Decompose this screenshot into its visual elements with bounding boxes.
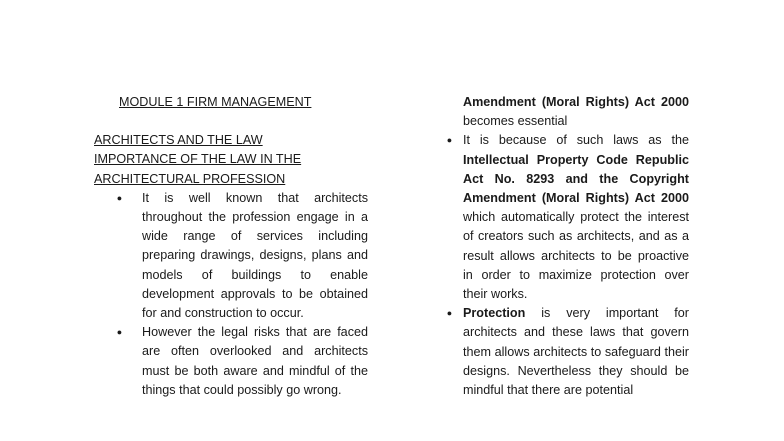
heading-line-2: IMPORTANCE OF THE LAW IN THE — [94, 152, 302, 167]
module-title: MODULE 1 FIRM MANAGEMENT — [119, 95, 312, 109]
bullet-icon: ● — [116, 192, 123, 203]
protection-bold: Protection — [463, 306, 526, 321]
list-item-text: It is well known that architects throughout the profession engage in a wide range of services including preparing drawings, designs, plans and models of buildings to enable development approvals to be obtained for and construction to occur. — [142, 190, 368, 321]
list-item — [440, 304, 689, 400]
bullet-icon: ● — [446, 135, 453, 146]
section-heading — [94, 131, 368, 189]
heading-line-3: ARCHITECTURAL PROFESSION — [94, 171, 286, 186]
law-names-bold: Intellectual Property Code Republic Act No. 8293 and the Copyright Amendment (Moral Rights) Act 2000 — [463, 152, 689, 206]
continuation-paragraph — [440, 93, 689, 131]
continuation-text: becomes essential — [463, 114, 568, 129]
right-bullet-list — [440, 131, 689, 400]
bullet-icon: ● — [446, 308, 453, 319]
right-column — [440, 93, 689, 400]
list-item-text-post: is very important for architects and these laws that govern them allows architects to safeguard their designs. Nevertheless they should be mindful that there are potential — [463, 306, 689, 398]
act-name-bold: Amendment (Moral Rights) Act 2000 — [463, 95, 689, 109]
list-item — [94, 189, 368, 323]
heading-line-1: ARCHITECTS AND THE LAW — [94, 133, 263, 148]
list-item — [94, 323, 368, 400]
left-column — [94, 93, 368, 400]
list-item-text-post: which automatically protect the interest of creators such as architects, and as a result allows architects to be proactive in order to maximize protection over their works. — [463, 210, 689, 302]
list-item — [440, 131, 689, 304]
left-bullet-list — [94, 189, 368, 400]
list-item-text-pre: It is because of such laws as the — [463, 133, 689, 148]
bullet-icon: ● — [116, 327, 123, 338]
list-item-text: However the legal risks that are faced are often overlooked and architects must be both aware and mindful of the things that could possibly go wrong. — [142, 325, 368, 397]
